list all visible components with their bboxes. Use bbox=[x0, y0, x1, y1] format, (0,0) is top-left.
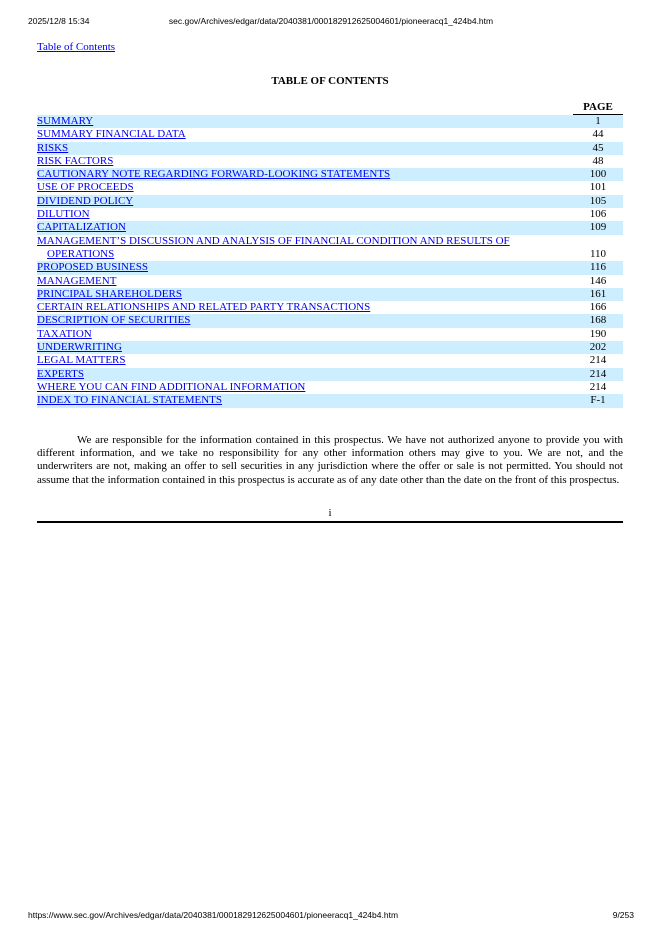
toc-link-mdna[interactable]: MANAGEMENT’S DISCUSSION AND ANALYSIS OF FINANCIAL CONDITION AND RESULTS OF OPERATIONS bbox=[37, 234, 510, 260]
toc-page-number: 109 bbox=[573, 221, 623, 234]
toc-link-summary-financial-data[interactable]: SUMMARY FINANCIAL DATA bbox=[37, 128, 186, 141]
toc-page-header: PAGE bbox=[573, 101, 623, 115]
toc-page-number: 161 bbox=[573, 288, 623, 301]
toc-row bbox=[37, 354, 623, 367]
toc-link-index-financial-statements[interactable]: INDEX TO FINANCIAL STATEMENTS bbox=[37, 394, 222, 407]
toc-label-header bbox=[37, 101, 573, 115]
disclaimer-paragraph: We are responsible for the information contained in this prospectus. We have not authorized anyone to provide you with different information, and we take no responsibility for any other information others may give to you. We are not, and the underwriters are not, making an offer to sell securities in any jurisdiction where the offer or sale is not permitted. You should not assume that the information contained in this prospectus is accurate as of any date other than the date on the front of this prospectus. bbox=[37, 433, 623, 486]
toc-row bbox=[37, 288, 623, 301]
toc-page-number: 1 bbox=[573, 115, 623, 129]
toc-page-number: 146 bbox=[589, 274, 607, 287]
toc-row bbox=[37, 261, 623, 274]
toc-link-dividend-policy[interactable]: DIVIDEND POLICY bbox=[37, 194, 134, 207]
toc-table bbox=[37, 101, 623, 408]
toc-page-number: 214 bbox=[589, 354, 607, 367]
toc-row bbox=[37, 314, 623, 327]
print-url: sec.gov/Archives/edgar/data/2040381/000182912625004601/pioneeracq1_424b4.htm bbox=[168, 16, 494, 26]
toc-page-number: 168 bbox=[573, 314, 623, 327]
toc-page-number: 44 bbox=[592, 128, 604, 141]
document-page bbox=[37, 37, 623, 523]
toc-page-number: 105 bbox=[573, 195, 623, 208]
toc-page-number: 101 bbox=[589, 181, 607, 194]
toc-page-number: 106 bbox=[589, 208, 607, 221]
page-number: i bbox=[37, 507, 623, 523]
print-footer-url: https://www.sec.gov/Archives/edgar/data/2040381/000182912625004601/pioneeracq1_424b4.htm bbox=[28, 910, 399, 920]
toc-row bbox=[37, 368, 623, 381]
toc-page-number: 214 bbox=[589, 380, 607, 393]
toc-link-dilution[interactable]: DILUTION bbox=[37, 208, 90, 221]
table-of-contents-link[interactable]: Table of Contents bbox=[37, 41, 116, 53]
toc-row bbox=[37, 235, 623, 262]
toc-page-number: 214 bbox=[573, 368, 623, 381]
toc-link-use-of-proceeds[interactable]: USE OF PROCEEDS bbox=[37, 181, 134, 194]
toc-row bbox=[37, 208, 623, 221]
toc-link-additional-information[interactable]: WHERE YOU CAN FIND ADDITIONAL INFORMATION bbox=[37, 380, 306, 393]
toc-row bbox=[37, 328, 623, 341]
toc-row bbox=[37, 128, 623, 141]
toc-link-description-of-securities[interactable]: DESCRIPTION OF SECURITIES bbox=[37, 314, 191, 327]
toc-row bbox=[37, 181, 623, 194]
toc-page-number: 100 bbox=[573, 168, 623, 181]
toc-link-proposed-business[interactable]: PROPOSED BUSINESS bbox=[37, 261, 148, 274]
toc-link-cautionary-note[interactable]: CAUTIONARY NOTE REGARDING FORWARD-LOOKING STATEMENTS bbox=[37, 168, 391, 181]
toc-page-number: 190 bbox=[589, 327, 607, 340]
toc-page-number: 116 bbox=[573, 261, 623, 274]
toc-page-number: 45 bbox=[573, 142, 623, 155]
toc-row bbox=[37, 142, 623, 155]
toc-row bbox=[37, 341, 623, 354]
toc-row bbox=[37, 394, 623, 407]
toc-page-number: 48 bbox=[592, 154, 604, 167]
toc-link-management[interactable]: MANAGEMENT bbox=[37, 274, 117, 287]
print-header bbox=[28, 16, 634, 28]
toc-link-risk-factors[interactable]: RISK FACTORS bbox=[37, 154, 114, 167]
print-footer bbox=[28, 910, 634, 922]
toc-row bbox=[37, 275, 623, 288]
toc-row bbox=[37, 195, 623, 208]
toc-link-taxation[interactable]: TAXATION bbox=[37, 327, 92, 340]
print-datetime: 2025/12/8 15:34 bbox=[28, 16, 90, 26]
toc-page-number: F-1 bbox=[573, 394, 623, 407]
toc-link-summary[interactable]: SUMMARY bbox=[37, 115, 94, 127]
toc-link-risks[interactable]: RISKS bbox=[37, 141, 69, 154]
toc-link-experts[interactable]: EXPERTS bbox=[37, 367, 85, 380]
toc-link-related-party-transactions[interactable]: CERTAIN RELATIONSHIPS AND RELATED PARTY TRANSACTIONS bbox=[37, 301, 371, 314]
toc-page-number: 110 bbox=[589, 247, 607, 260]
toc-page-number: 166 bbox=[589, 301, 607, 314]
print-page-count: 9/253 bbox=[612, 910, 634, 920]
toc-link-capitalization[interactable]: CAPITALIZATION bbox=[37, 221, 126, 234]
toc-page-number: 202 bbox=[573, 341, 623, 354]
toc-link-underwriting[interactable]: UNDERWRITING bbox=[37, 341, 122, 354]
toc-row bbox=[37, 301, 623, 314]
toc-link-legal-matters[interactable]: LEGAL MATTERS bbox=[37, 354, 126, 367]
toc-title: TABLE OF CONTENTS bbox=[271, 75, 389, 87]
toc-link-principal-shareholders[interactable]: PRINCIPAL SHAREHOLDERS bbox=[37, 287, 182, 300]
toc-row bbox=[37, 155, 623, 168]
toc-row bbox=[37, 168, 623, 181]
toc-row bbox=[37, 221, 623, 234]
toc-row bbox=[37, 115, 623, 129]
toc-row bbox=[37, 381, 623, 394]
